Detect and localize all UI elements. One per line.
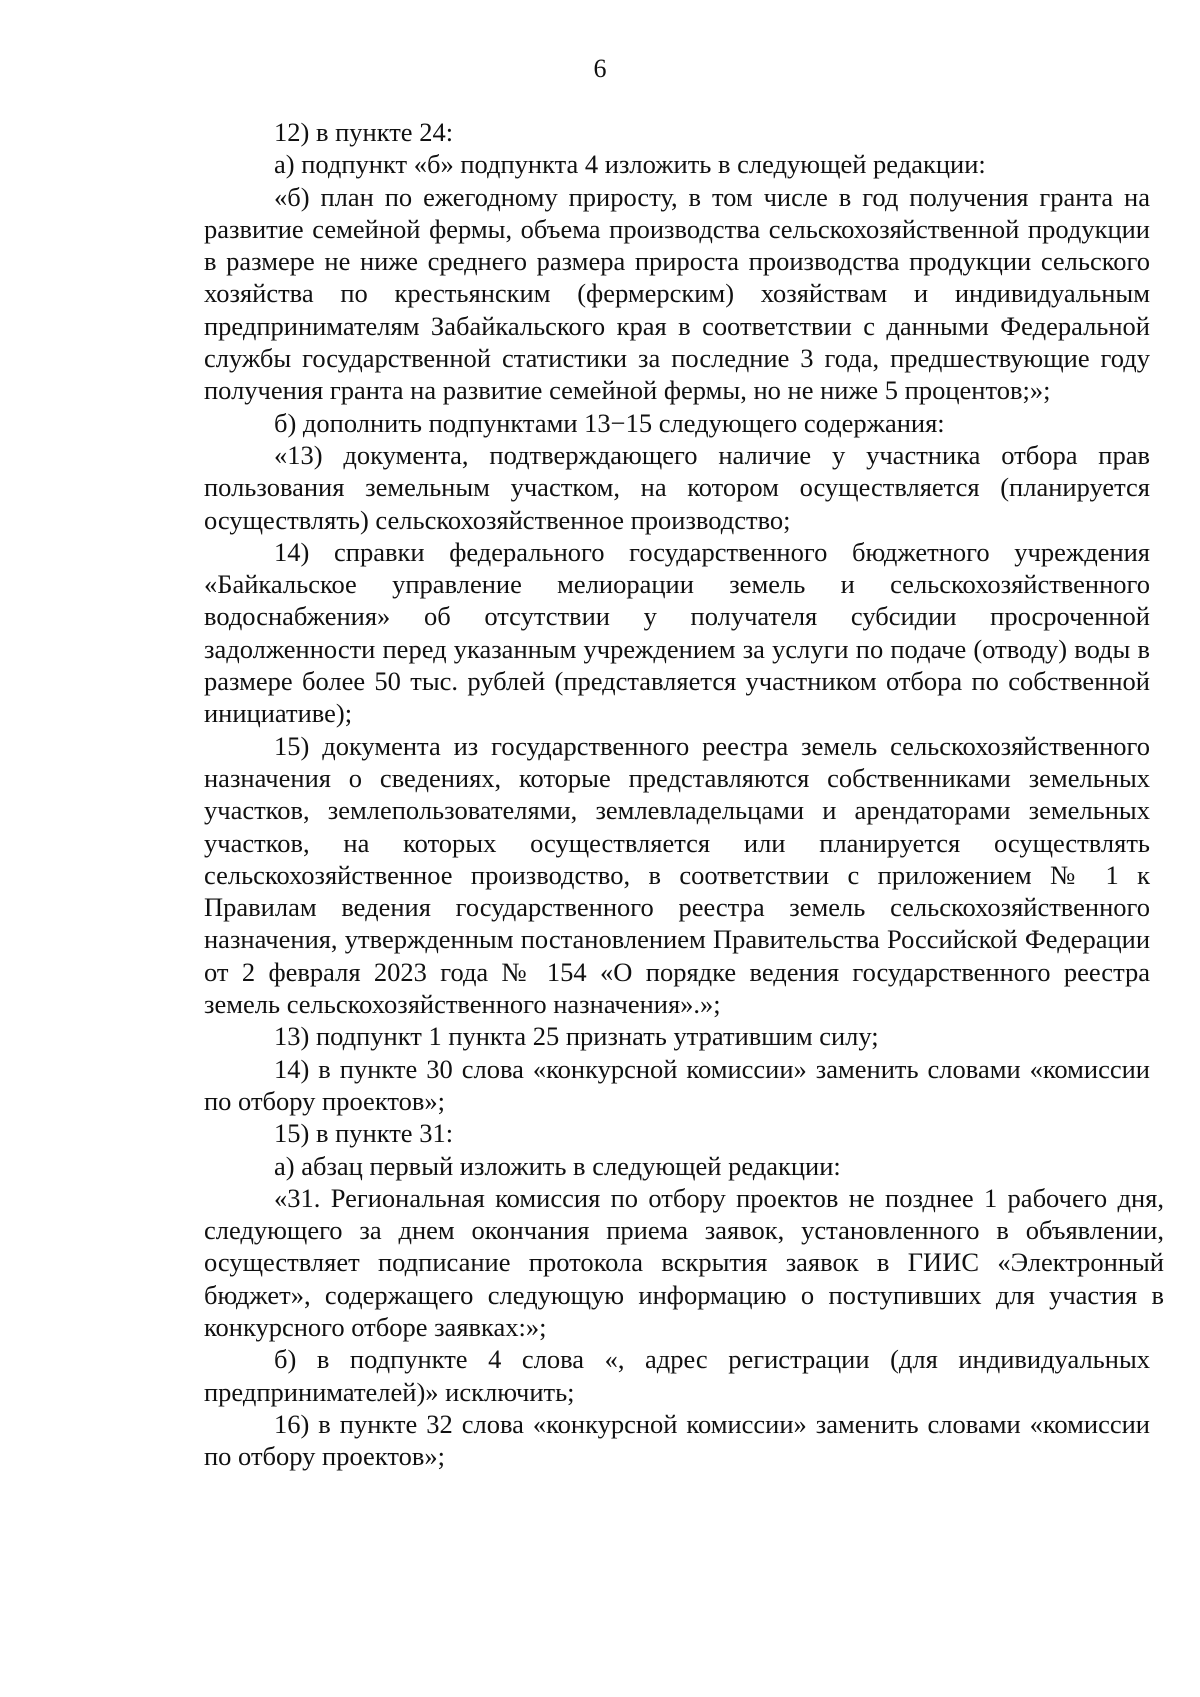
document-body bbox=[204, 116, 1164, 1472]
page-number: 6 bbox=[593, 54, 607, 83]
paragraph-subitem-b: б) дополнить подпунктами 13−15 следующего содержания: bbox=[274, 407, 945, 438]
paragraph-quote-31: «31. Региональная комиссия по отбору проектов не позднее 1 рабочего дня, следующего за днем окончания приема заявок, установленного в объявлении, осуществляет подписание протокола вскрытия заявок в ГИИС «Электронный бюджет», содержащего следующую информацию о поступивших для участия в конкурсного отборе заявках:»; bbox=[204, 1182, 1164, 1342]
paragraph-quote-14: 14) справки федерального государственного бюджетного учреждения «Байкальское управление мелиорации земель и сельскохозяйственного водоснабжения» об отсутствии у получателя субсидии просроченной задолженности перед указанным учреждением за услуги по подаче (отводу) воды в размере более 50 тыс. рублей (представляется участником отбора по собственной инициативе); bbox=[204, 536, 1150, 729]
paragraph-item-16: 16) в пункте 32 слова «конкурсной комиссии» заменить словами «комиссии по отбору проектов»; bbox=[204, 1408, 1150, 1472]
paragraph-quote-13: «13) документа, подтверждающего наличие у участника отбора прав пользования земельным участком, на котором осуществляется (планируется осуществлять) сельскохозяйственное производство; bbox=[204, 439, 1150, 535]
paragraph-quote-15: 15) документа из государственного реестра земель сельскохозяйственного назначения о сведениях, которые представляются собственниками земельных участков, землепользователями, землевладельцами и арендаторами земельных участков, на которых осуществляется или планируется осуществлять сельскохозяйственное производство, в соответствии с приложением № 1 к Правилам ведения государственного реестра земель сельскохозяйственного назначения, утвержденным постановлением Правительства Российской Федерации от 2 февраля 2023 года № 154 «О порядке ведения государственного реестра земель сельскохозяйственного назначения».»; bbox=[204, 730, 1150, 1020]
paragraph-item-15-a: а) абзац первый изложить в следующей редакции: bbox=[274, 1150, 841, 1181]
paragraph-item-15: 15) в пункте 31: bbox=[274, 1118, 454, 1149]
paragraph-item-12: 12) в пункте 24: bbox=[274, 117, 454, 147]
paragraph-quote-b-plan: «б) план по ежегодному приросту, в том числе в год получения гранта на развитие семейной фермы, объема производства сельскохозяйственной продукции в размере не ниже среднего размера прироста производства продукции сельского хозяйства по крестьянским (фермерским) хозяйствам и индивидуальным предпринимателям Забайкальского края в соответствии с данными Федеральной службы государственной статистики за последние 3 года, предшествующие году получения гранта на развитие семейной фермы, но не ниже 5 процентов;»; bbox=[204, 181, 1150, 406]
paragraph-item-15-b: б) в подпункте 4 слова «, адрес регистрации (для индивидуальных предпринимателей)» исключить; bbox=[204, 1344, 1150, 1407]
paragraph-subitem-a: а) подпункт «б» подпункта 4 изложить в следующей редакции: bbox=[274, 149, 986, 180]
paragraph-item-14: 14) в пункте 30 слова «конкурсной комиссии» заменить словами «комиссии по отбору проектов»; bbox=[204, 1053, 1150, 1116]
paragraph-item-13: 13) подпункт 1 пункта 25 признать утратившим силу; bbox=[274, 1021, 879, 1052]
